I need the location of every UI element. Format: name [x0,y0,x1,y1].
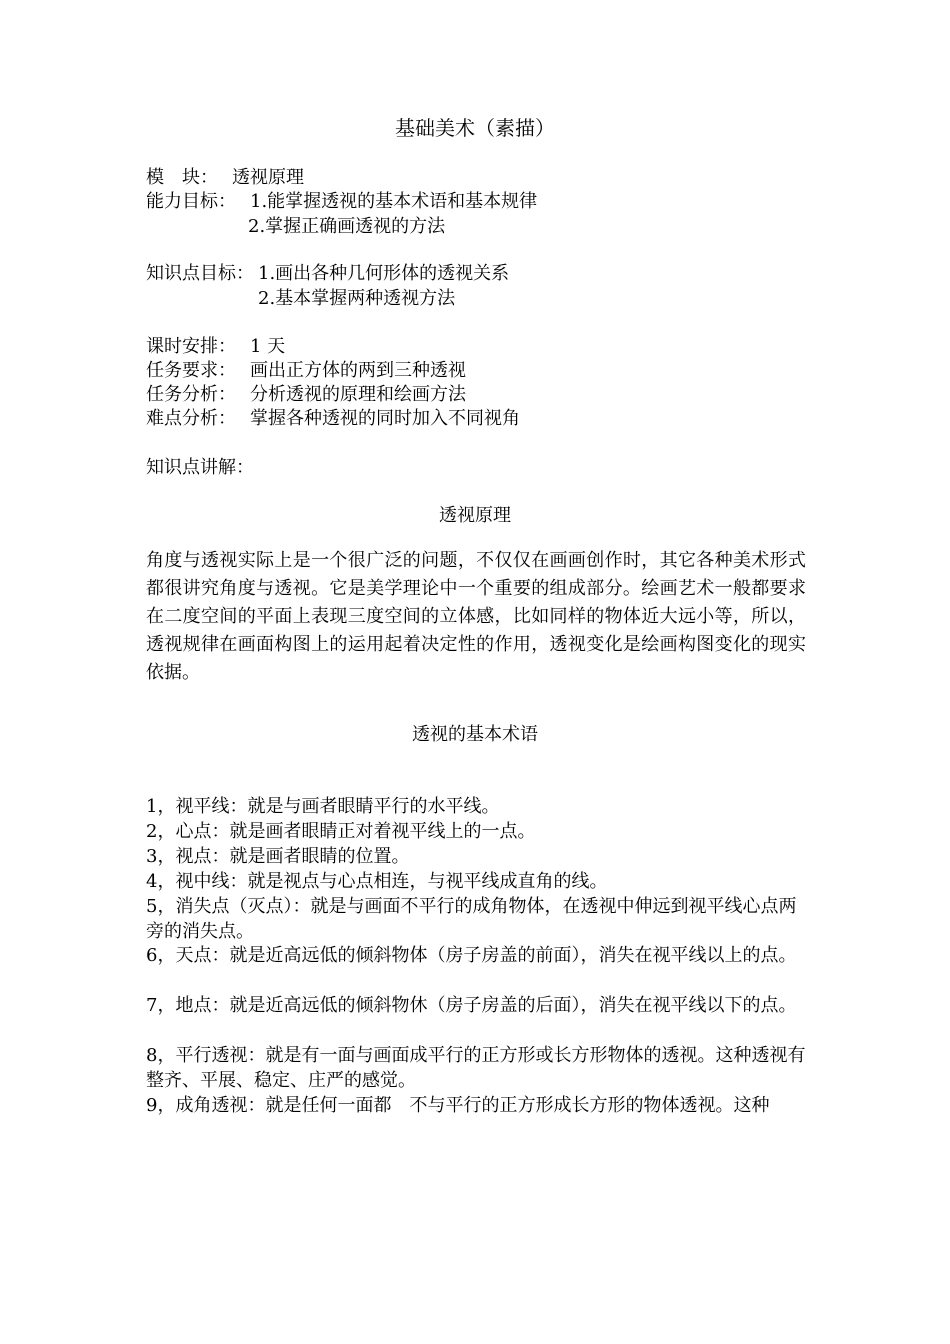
perspective-principle-paragraph: 角度与透视实际上是一个很广泛的问题，不仅仅在画画创作时，其它各种美术形式都很讲究角度与透视。它是美学理论中一个重要的组成部分。绘画艺术一般都要求在二度空间的平面上表现三度空间的立体感，比如同样的物体近大远小等，所以，透视规律在画面构图上的运用起着决定性的作用，透视变化是绘画构图变化的现实依据。 [146,550,806,683]
schedule-label: 课时安排： [146,336,236,357]
module-label: 模 块： [146,167,218,188]
task-req-row [146,358,466,383]
term-item: 9，成角透视：就是任何一面都 不与平行的正方形成长方形的物体透视。这种 [146,1095,770,1116]
knowledge-goal-item-2: 2.基本掌握两种透视方法 [258,288,456,309]
term-item: 7，地点：就是近高远低的倾斜物休（房子房盖的后面），消失在视平线以下的点。 [146,995,797,1016]
section-heading-basic-terms: 透视的基本术语 [412,724,538,745]
knowledge-goal-item-1: 1.画出各种几何形体的透视关系 [258,263,510,284]
explain-label: 知识点讲解： [146,457,254,478]
schedule-value: 1 天 [250,336,286,357]
task-analysis-label: 任务分析： [146,384,236,405]
ability-row [146,189,538,214]
module-value: 透视原理 [232,167,304,188]
term-item: 5，消失点（灭点）：就是与画面不平行的成角物体，在透视中伸远到视平线心点两旁的消失点。 [146,896,797,942]
knowledge-goal-row [146,261,510,286]
knowledge-goal-label: 知识点目标： [146,263,254,284]
task-req-label: 任务要求： [146,360,236,381]
term-item: 1，视平线：就是与画者眼睛平行的水平线。 [146,796,500,817]
term-item: 2，心点：就是画者眼睛正对着视平线上的一点。 [146,821,536,842]
difficulty-value: 掌握各种透视的同时加入不同视角 [250,408,520,429]
term-item: 4，视中线：就是视点与心点相连，与视平线成直角的线。 [146,871,608,892]
ability-label: 能力目标： [146,191,236,212]
term-item: 6，天点：就是近高远低的倾斜物体（房子房盖的前面），消失在视平线以上的点。 [146,945,797,966]
term-item: 8，平行透视：就是有一面与画面成平行的正方形或长方形物体的透视。这种透视有整齐、平展、稳定、庄严的感觉。 [146,1045,806,1091]
schedule-row [146,334,286,359]
ability-item-1: 1.能掌握透视的基本术语和基本规律 [250,191,538,212]
explain-row [146,455,254,480]
task-analysis-row [146,382,466,407]
section-heading-perspective-principle: 透视原理 [439,505,511,526]
difficulty-row [146,406,520,431]
task-analysis-value: 分析透视的原理和绘画方法 [250,384,466,405]
task-req-value: 画出正方体的两到三种透视 [250,360,466,381]
document-title: 基础美术（素描） [395,116,555,140]
difficulty-label: 难点分析： [146,408,236,429]
module-row [146,165,304,190]
ability-item-2: 2.掌握正确画透视的方法 [248,216,446,237]
term-item: 3，视点：就是画者眼睛的位置。 [146,846,410,867]
